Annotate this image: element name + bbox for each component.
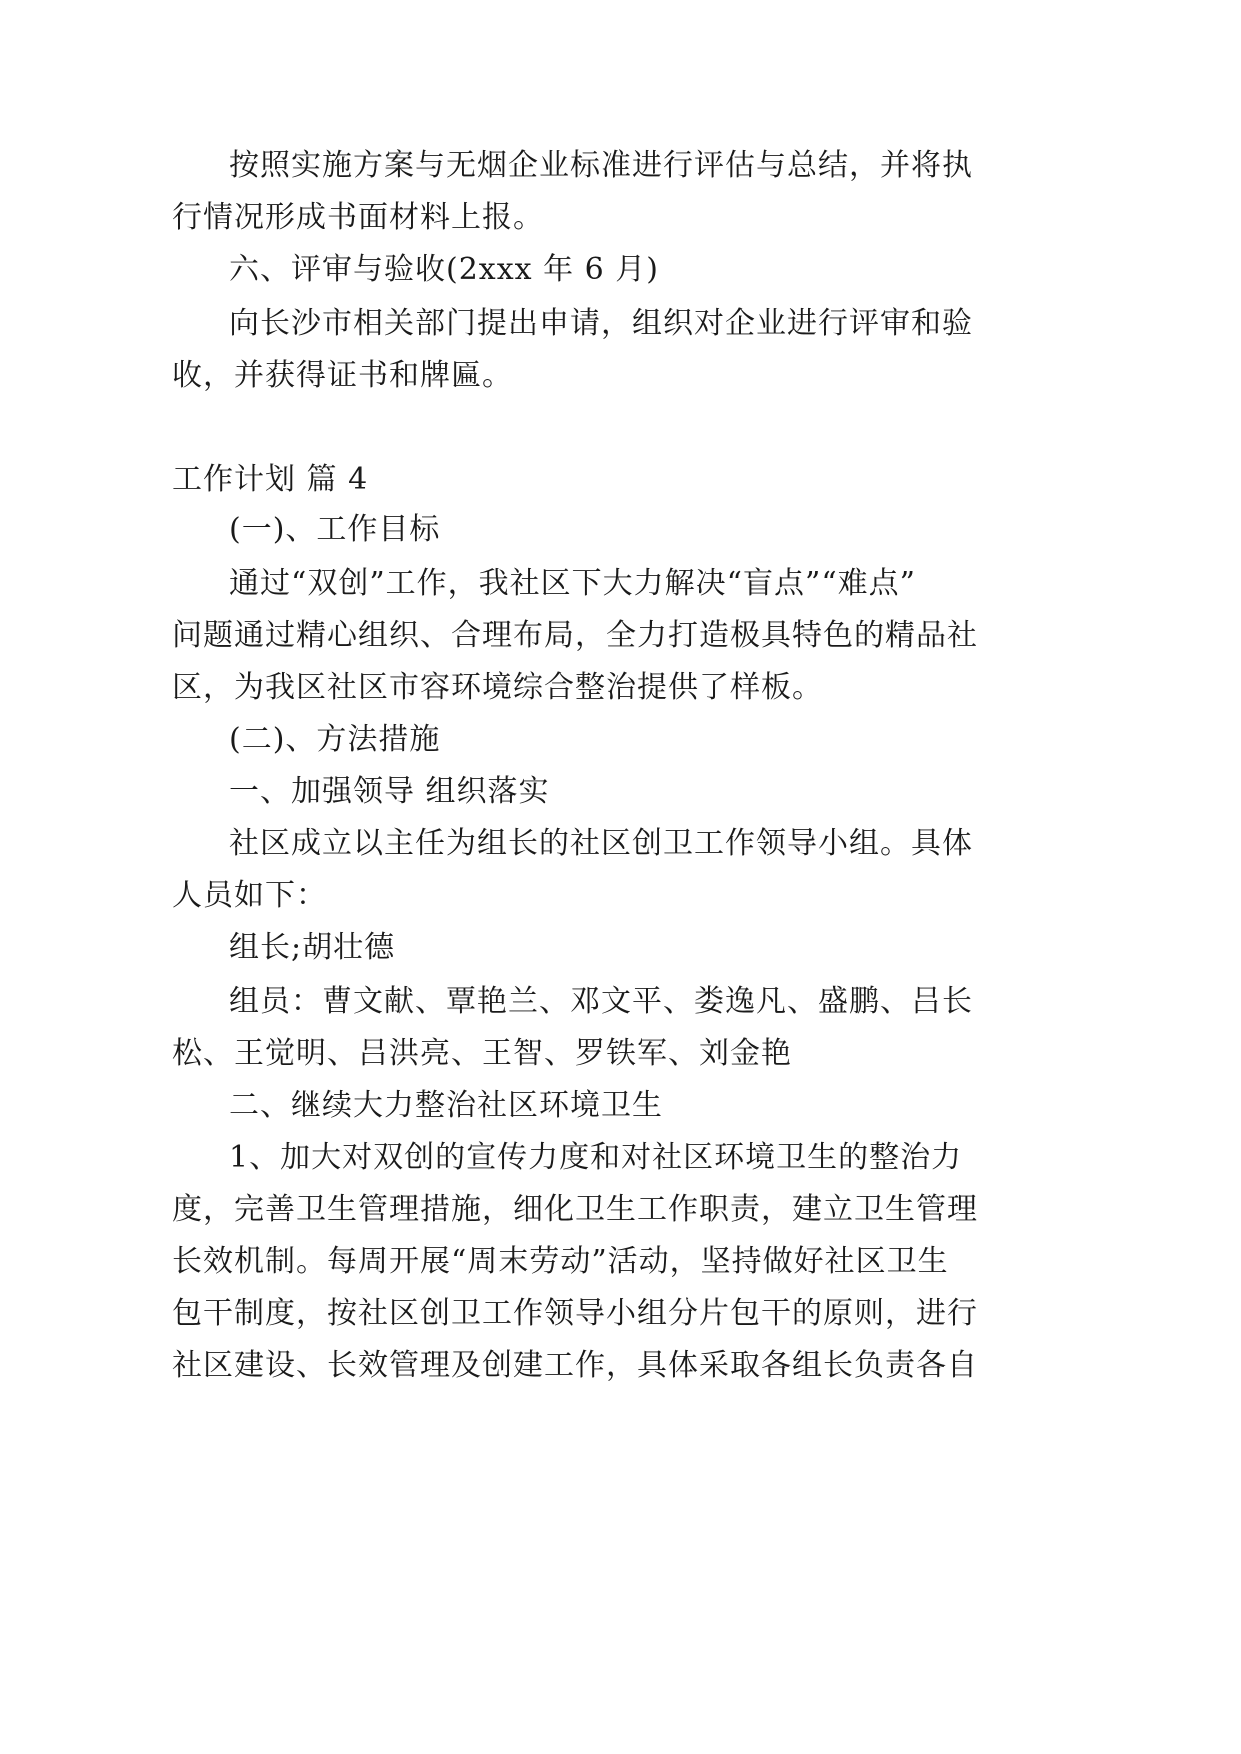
section-heading: (二)、方法措施 xyxy=(229,722,441,757)
paragraph-line: 向长沙市相关部门提出申请，组织对企业进行评审和验 xyxy=(229,306,973,341)
section-heading: 六、评审与验收(2xxx 年 6 月) xyxy=(229,252,659,287)
chapter-title: 工作计划 篇 4 xyxy=(172,462,369,497)
paragraph-line: 社区建设、长效管理及创建工作，具体采取各组长负责各自 xyxy=(172,1348,978,1383)
paragraph-line: 社区成立以主任为组长的社区创卫工作领导小组。具体 xyxy=(229,826,973,861)
paragraph-line: 包干制度，按社区创卫工作领导小组分片包干的原则，进行 xyxy=(172,1296,978,1331)
paragraph-line: 度，完善卫生管理措施，细化卫生工作职责，建立卫生管理 xyxy=(172,1192,978,1227)
paragraph-line: 区，为我区社区市容环境综合整治提供了样板。 xyxy=(172,670,823,705)
section-heading: 一、加强领导 组织落实 xyxy=(229,774,550,809)
section-heading: 二、继续大力整治社区环境卫生 xyxy=(229,1088,663,1123)
paragraph-line: 人员如下： xyxy=(172,878,327,913)
paragraph-line: 收，并获得证书和牌匾。 xyxy=(172,358,513,393)
paragraph-line: 行情况形成书面材料上报。 xyxy=(172,200,544,235)
paragraph-line: 组员：曹文献、覃艳兰、邓文平、娄逸凡、盛鹏、吕长 xyxy=(229,984,973,1019)
paragraph-line: 组长;胡壮德 xyxy=(229,930,396,965)
paragraph-line: 按照实施方案与无烟企业标准进行评估与总结，并将执 xyxy=(229,148,973,183)
paragraph-line: 长效机制。每周开展“周末劳动”活动，坚持做好社区卫生 xyxy=(172,1244,949,1279)
paragraph-line: 松、王觉明、吕洪亮、王智、罗铁军、刘金艳 xyxy=(172,1036,792,1071)
paragraph-line: 通过“双创”工作，我社区下大力解决“盲点”“难点” xyxy=(229,566,917,601)
paragraph-line: 问题通过精心组织、合理布局，全力打造极具特色的精品社 xyxy=(172,618,978,653)
section-heading: (一)、工作目标 xyxy=(229,512,441,547)
paragraph-line: 1、加大对双创的宣传力度和对社区环境卫生的整治力 xyxy=(229,1140,963,1175)
